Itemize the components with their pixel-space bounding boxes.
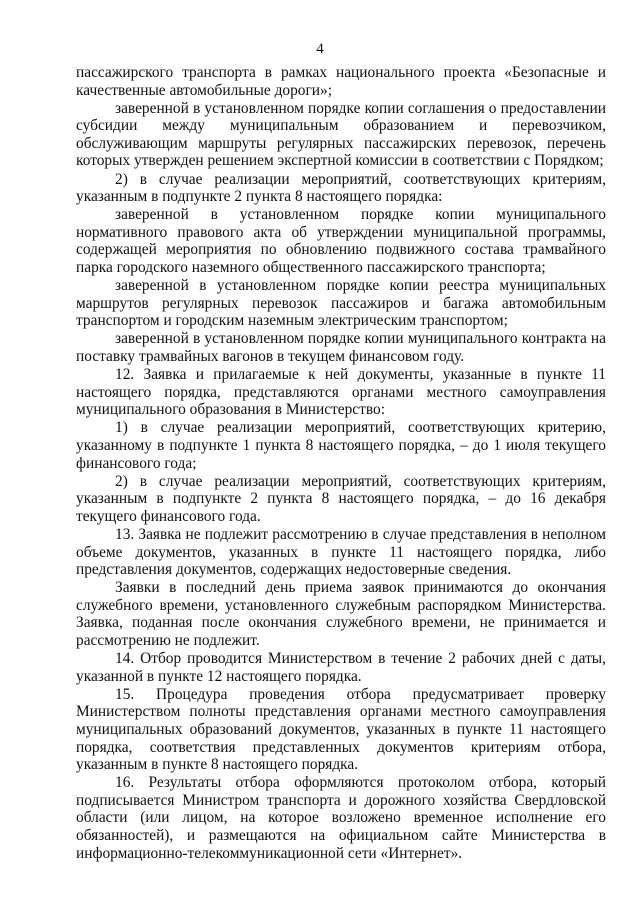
paragraph-clause-12: 12. Заявка и прилагаемые к ней документы, указанные в пункте 11 настоящего порядка, представляются органами местного самоуправления муниципального образования в Министерство: bbox=[76, 366, 606, 419]
paragraph-clause-13: 13. Заявка не подлежит рассмотрению в случае представления в неполном объеме документов, указанных в пункте 11 настоящего порядка, либо представления документов, содержащих недостоверные сведения. bbox=[76, 525, 606, 579]
paragraph-subitem-2: 2) в случае реализации мероприятий, соответствующих критериям, указанным в подпункте 2 пункта 8 настоящего порядка: bbox=[76, 170, 606, 206]
paragraph-tram-contract-copy: заверенной в установленном порядке копии муниципального контракта на поставку трамвайных вагонов в текущем финансовом году. bbox=[76, 330, 606, 365]
paragraph-continuation: пассажирского транспорта в рамках национального проекта «Безопасные и качественные автомобильные дороги»; bbox=[76, 64, 606, 99]
paragraph-municipal-act-copy: заверенной в установленном порядке копии муниципального нормативного правового акта об утверждении муниципальной программы, содержащей мероприятия по обновлению подвижного состава трамвайного парка городского наземного общественного пассажирского транспорта; bbox=[76, 206, 606, 277]
paragraph-deadline-rules: Заявки в последний день приема заявок принимаются до окончания служебного времени, установленного служебным распорядком Министерства. Заявка, поданная после окончания служебного времени, не принимается и рассмотрению не подлежит. bbox=[76, 579, 606, 649]
page-number: 4 bbox=[316, 41, 324, 57]
paragraph-clause-12-item-2: 2) в случае реализации мероприятий, соответствующих критериям, указанным в подпункте 2 пункта 8 настоящего порядка, – до 16 декабря текущего финансового года. bbox=[76, 472, 606, 525]
paragraph-clause-12-item-1: 1) в случае реализации мероприятий, соответствующих критерию, указанному в подпункте 1 пункта 8 настоящего порядка, – до 1 июля текущего финансового года; bbox=[76, 419, 606, 472]
paragraph-clause-14: 14. Отбор проводится Министерством в течение 2 рабочих дней с даты, указанной в пункте 12 настоящего порядка. bbox=[76, 650, 606, 685]
document-body bbox=[76, 64, 606, 863]
paragraph-clause-16: 16. Результаты отбора оформляются протоколом отбора, который подписывается Министром транспорта и дорожного хозяйства Свердловской области (или лицом, на которое возложено временное исполнение его обязанностей), и размещаются на официальном сайте Министерства в информационно-телекоммуникационной сети «Интернет». bbox=[76, 774, 606, 862]
paragraph-routes-registry-copy: заверенной в установленном порядке копии реестра муниципальных маршрутов регулярных перевозок пассажиров и багажа автомобильным транспортом и городским наземным электрическим транспортом; bbox=[76, 277, 606, 330]
paragraph-clause-15: 15. Процедура проведения отбора предусматривает проверку Министерством полноты представления органами местного самоуправления муниципальных образований документов, указанных в пункте 11 настоящего порядка, соответствия представленных документов критериям отбора, указанным в пункте 8 настоящего порядка. bbox=[76, 685, 606, 774]
paragraph-subsidy-agreement-copy: заверенной в установленном порядке копии соглашения о предоставлении субсидии между муниципальным образованием и перевозчиком, обслуживающим маршруты регулярных пассажирских перевозок, перечень которых утвержден решением экспертной комиссии в соответствии с Порядком; bbox=[76, 99, 606, 170]
